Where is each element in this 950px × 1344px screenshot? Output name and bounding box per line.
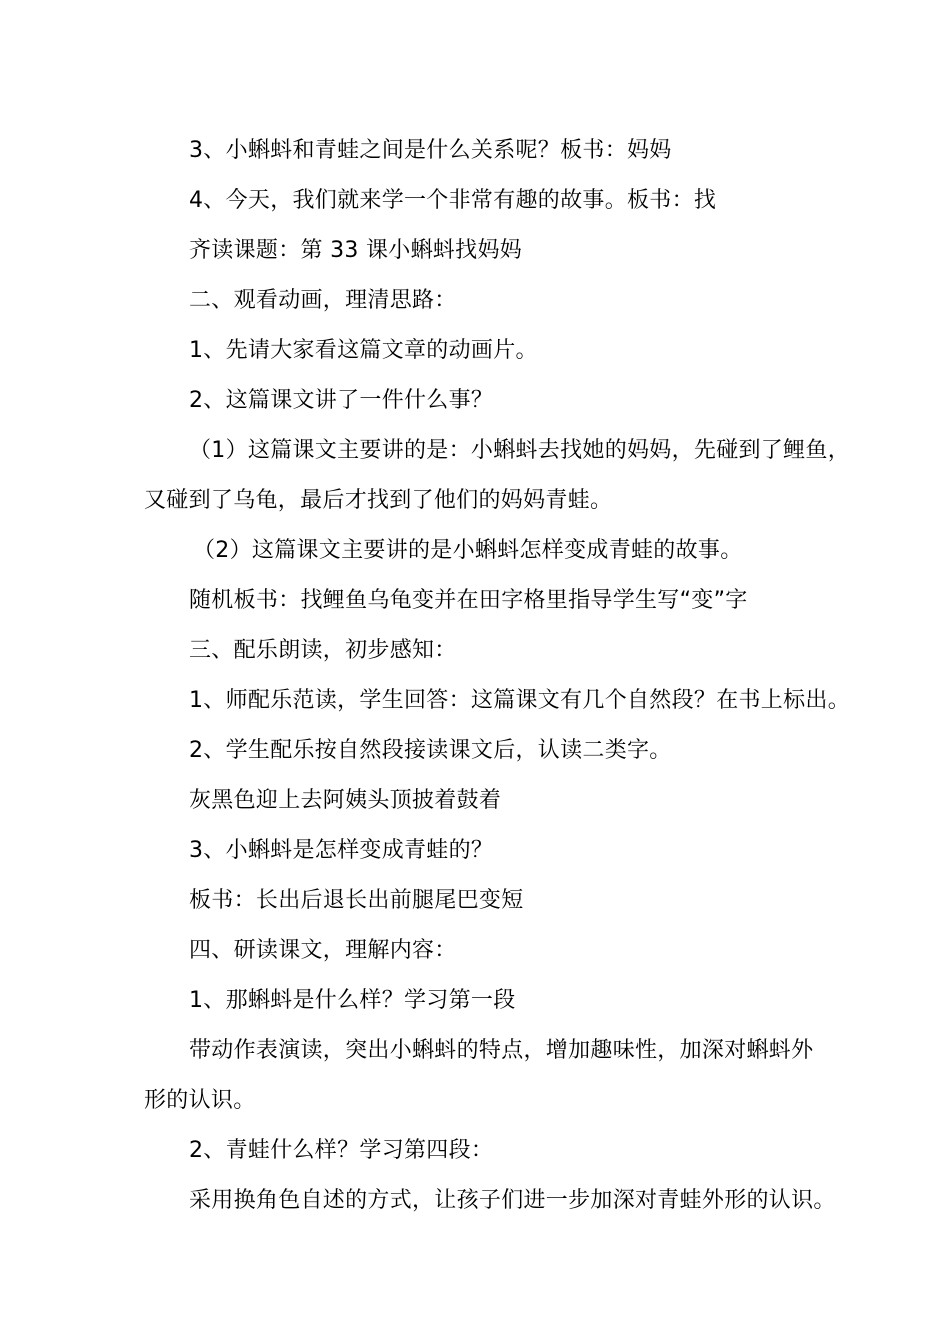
paragraph-line: 4、今天，我们就来学一个非常有趣的故事。板书：找 xyxy=(189,188,717,213)
paragraph-line: 3、小蝌蚪是怎样变成青蛙的？ xyxy=(189,838,494,863)
paragraph-line: 2、这篇课文讲了一件什么事？ xyxy=(189,388,494,413)
paragraph-line: 3、小蝌蚪和青蛙之间是什么关系呢？板书：妈妈 xyxy=(189,138,672,163)
paragraph-line: 1、先请大家看这篇文章的动画片。 xyxy=(189,338,538,363)
paragraph-line: 2、青蛙什么样？学习第四段： xyxy=(189,1138,494,1163)
paragraph-line: 形的认识。 xyxy=(144,1088,256,1113)
paragraph-line: 采用换角色自述的方式，让孩子们进一步加深对青蛙外形的认识。 xyxy=(189,1188,836,1213)
paragraph-line: 带动作表演读，突出小蝌蚪的特点，增加趣味性，加深对蝌蚪外 xyxy=(189,1038,814,1063)
paragraph-line: 板书：长出后退长出前腿尾巴变短 xyxy=(189,888,524,913)
section-heading: 二、观看动画，理清思路： xyxy=(189,288,457,313)
paragraph-line: 1、那蝌蚪是什么样？学习第一段 xyxy=(189,988,516,1013)
paragraph-line: 2、学生配乐按自然段接读课文后，认读二类字。 xyxy=(189,738,672,763)
paragraph-line: （1）这篇课文主要讲的是：小蝌蚪去找她的妈妈，先碰到了鲤鱼， xyxy=(189,438,850,463)
paragraph-line: 灰黑色迎上去阿姨头顶披着鼓着 xyxy=(189,788,502,813)
paragraph-line: （2）这篇课文主要讲的是小蝌蚪怎样变成青蛙的故事。 xyxy=(193,538,743,563)
paragraph-line: 齐读课题：第 33 课小蝌蚪找妈妈 xyxy=(189,238,523,263)
paragraph-line: 又碰到了乌龟，最后才找到了他们的妈妈青蛙。 xyxy=(144,488,613,513)
section-heading: 三、配乐朗读，初步感知： xyxy=(189,638,457,663)
paragraph-line: 随机板书：找鲤鱼乌龟变并在田字格里指导学生写“变”字 xyxy=(189,588,748,613)
section-heading: 四、研读课文，理解内容： xyxy=(189,938,457,963)
paragraph-line: 1、师配乐范读，学生回答：这篇课文有几个自然段？在书上标出。 xyxy=(189,688,850,713)
